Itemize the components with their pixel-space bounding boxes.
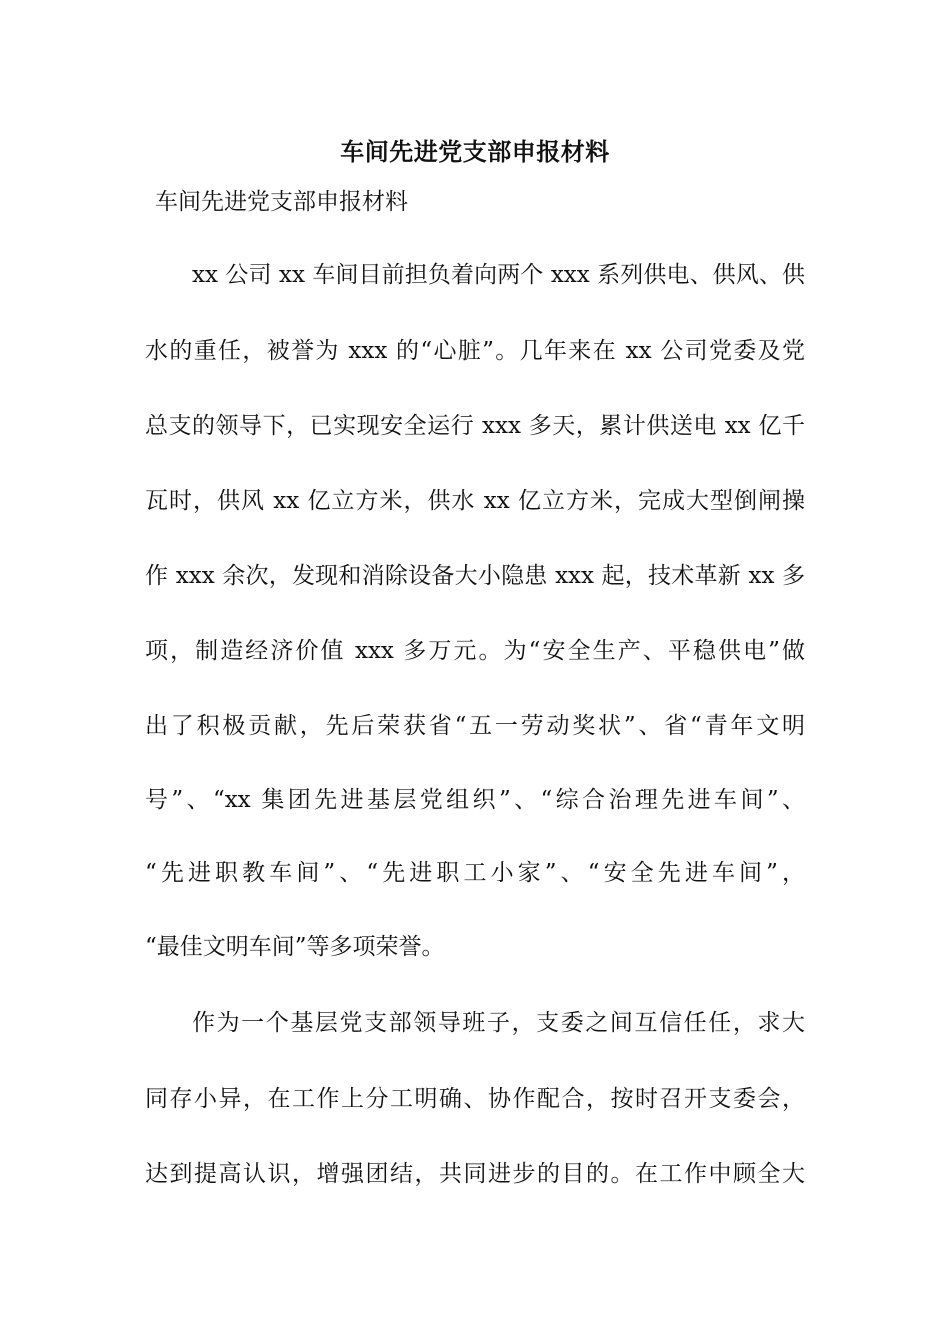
- paragraph-line: 同存小异，在工作上分工明确、协作配合，按时召开支委会，: [145, 1086, 805, 1112]
- paragraph-line: 达到提高认识，增强团结，共同进步的目的。在工作中顾全大: [145, 1161, 805, 1187]
- paragraph-line: 项，制造经济价值 xxx 多万元。为“安全生产、平稳供电”做: [145, 638, 805, 664]
- paragraph-line: 号”、“xx 集团先进基层党组织”、“综合治理先进车间”、: [145, 787, 805, 813]
- paragraph-line: 水的重任，被誉为 xxx 的“心脏”。几年来在 xx 公司党委及党: [145, 338, 805, 364]
- paragraph-line: xx 公司 xx 车间目前担负着向两个 xxx 系列供电、供风、供: [192, 262, 805, 288]
- paragraph-line: 作为一个基层党支部领导班子，支委之间互信任任，求大: [192, 1010, 805, 1036]
- paragraph-line: 出了积极贡献，先后荣获省“五一劳动奖状”、省“青年文明: [145, 713, 805, 739]
- paragraph-line: 瓦时，供风 xx 亿立方米，供水 xx 亿立方米，完成大型倒闸操: [145, 488, 805, 514]
- document-subtitle: 车间先进党支部申报材料: [155, 189, 408, 215]
- paragraph-line: 作 xxx 余次，发现和消除设备大小隐患 xxx 起，技术革新 xx 多: [145, 563, 805, 589]
- paragraph-line: “最佳文明车间”等多项荣誉。: [145, 934, 445, 960]
- document-title: 车间先进党支部申报材料: [340, 137, 610, 166]
- paragraph-line: 总支的领导下，已实现安全运行 xxx 多天，累计供送电 xx 亿千: [145, 413, 805, 439]
- paragraph-line: “先进职教车间”、“先进职工小家”、“安全先进车间”，: [145, 860, 805, 886]
